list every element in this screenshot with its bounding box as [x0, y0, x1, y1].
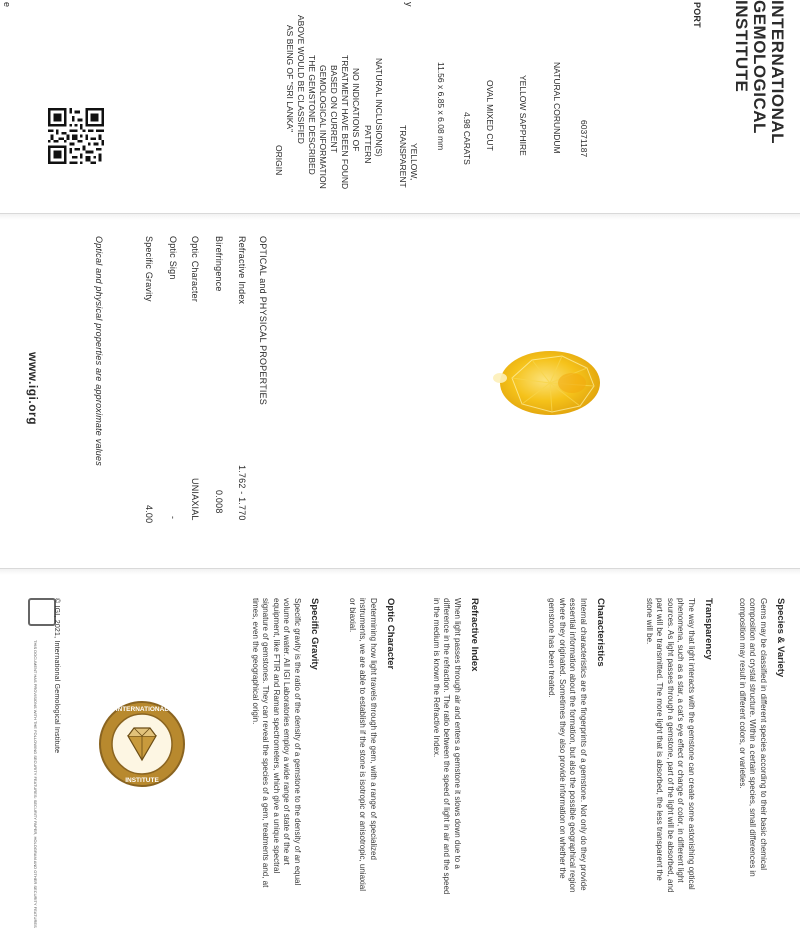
property-value-optic-sign: -: [168, 516, 178, 520]
edge-label-2: y: [404, 2, 414, 7]
comment-line-4: GEMOLOGICAL INFORMATION: [318, 65, 328, 189]
comment-line-2: TREATMENT HAVE BEEN FOUND: [340, 55, 350, 190]
fold-shadow-bottom: [0, 569, 800, 575]
comment-line-5: THE GEMSTONE DESCRIBED: [307, 55, 317, 175]
report-label: PORT: [692, 2, 702, 28]
description-species: NATURAL CORUNDUM: [552, 62, 562, 154]
description-variety: YELLOW SAPPHIRE: [518, 75, 528, 156]
shape-cut: OVAL MIXED CUT: [485, 80, 495, 151]
properties-disclaimer: Optical and physical properties are approximate values: [94, 236, 104, 466]
security-fine-print: THIS DOCUMENT HAS PROVISIONS WITH THE FOLLOWING SECURITY FEATURES: SECURITY PAPER, HOLOGRAM AND OTHER SECURITY FEATURES: [33, 640, 38, 928]
property-label-optic-character: Optic Character: [190, 236, 200, 303]
property-label-specific-gravity: Specific Gravity: [144, 236, 154, 302]
website-link[interactable]: www.igi.org: [26, 352, 40, 426]
property-value-refractive-index: 1.762 - 1.770: [237, 465, 247, 521]
fold-shadow-top: [0, 214, 800, 220]
heading-characteristics: Characteristics: [595, 598, 606, 667]
heading-transparency: Transparency: [703, 598, 714, 660]
comment-line-8: ORIGIN: [274, 145, 284, 176]
report-number: 60371187: [579, 120, 589, 158]
comment-line-1: NO INDICATIONS OF: [351, 68, 361, 152]
text-characteristics: Internal characteristics are the fingerprints of a gemstone. Not only do they provide essential information about the formation, but also the possible geographical region where they originated. Sometimes they also provide information on whether the gemstone has been treated.: [547, 598, 588, 893]
comment-line-6: ABOVE WOULD BE CLASSIFIED: [296, 15, 306, 144]
property-value-optic-character: UNIAXIAL: [190, 478, 200, 521]
svg-text:INTERNATIONAL: INTERNATIONAL: [115, 706, 169, 713]
comment-line-7: AS BEING OF "SRI LANKA": [285, 25, 295, 133]
text-species-variety: Gems may be classified in different species according to their basic chemical composition and crystal structure. Within a certain species, small differences in composition may result in different colors, or varieties.: [738, 598, 768, 877]
qr-code[interactable]: [48, 108, 104, 164]
brand-line-2: GEMOLOGICAL: [750, 0, 769, 134]
property-label-refractive-index: Refractive Index: [237, 236, 247, 305]
text-refractive-index: When light passes through air and enters a gemstone it slows down due to a difference in the refraction. The ratio between the speed of light in air and the speed in the medium is known the Refractive Index.: [432, 598, 462, 895]
heading-optic-character: Optic Character: [385, 598, 396, 670]
property-label-birefringence: Birefringence: [214, 236, 224, 292]
property-value-specific-gravity: 4.00: [144, 505, 154, 524]
svg-text:INSTITUTE: INSTITUTE: [125, 777, 159, 784]
brand-line-1: INTERNATIONAL: [768, 0, 787, 145]
carat-weight: 4.98 CARATS: [462, 112, 472, 165]
measurements: 11.56 x 6.85 x 6.08 mm: [436, 62, 446, 151]
gemstone-photo: [492, 348, 602, 418]
text-optic-character: Determining how light travels through the gem, with a range of specialized instruments, we are able to establish if the stone is isotropic or anisotropic, uniaxial or biaxial.: [348, 598, 378, 892]
properties-section-title: OPTICAL and PHYSICAL PROPERTIES: [258, 236, 268, 405]
inclusions-line-1: NATURAL INCLUSION(S): [374, 58, 384, 157]
brand-line-3: INSTITUTE: [732, 0, 751, 93]
comment-line-3: BASED ON CURRENT: [329, 65, 339, 153]
heading-specific-gravity: Specific Gravity: [309, 598, 320, 670]
inclusions-line-2: PATTERN: [363, 125, 373, 164]
copyright-note: © IGI, 2021, International Gemological Institute: [53, 598, 60, 754]
color-line-2: TRANSPARENT: [398, 125, 408, 188]
text-specific-gravity: Specific gravity is the ratio of the density of a gemstone to the density of an equal volume of water. All IGI Laboratories employ a wide range of state of the art equipment, like FTIR and Raman spectrometers, which give a unique spectral signature of gemstones. They can reveal the species of a gem, treatments and, at times, even the geographical origin.: [251, 598, 302, 888]
property-value-birefringence: 0.008: [214, 490, 224, 514]
heading-refractive-index: Refractive Index: [469, 598, 480, 672]
text-transparency: The way that light interacts with the gemstone can create some astonishing optical phenomena, such as a star, a cat's eye effect or change of color, in different light sources. As light passes through a gemstone, part of the light will be absorbed, and part will be transmitted. The more light that is absorbed, the less transparent the stone will be.: [645, 598, 696, 893]
igi-seal-logo: [98, 700, 186, 788]
document-stamp-icon: [28, 598, 56, 626]
color-line-1: YELLOW,: [409, 143, 419, 181]
edge-label-3: e: [2, 2, 12, 8]
property-label-optic-sign: Optic Sign: [168, 236, 178, 280]
heading-species-variety: Species & Variety: [775, 598, 786, 678]
